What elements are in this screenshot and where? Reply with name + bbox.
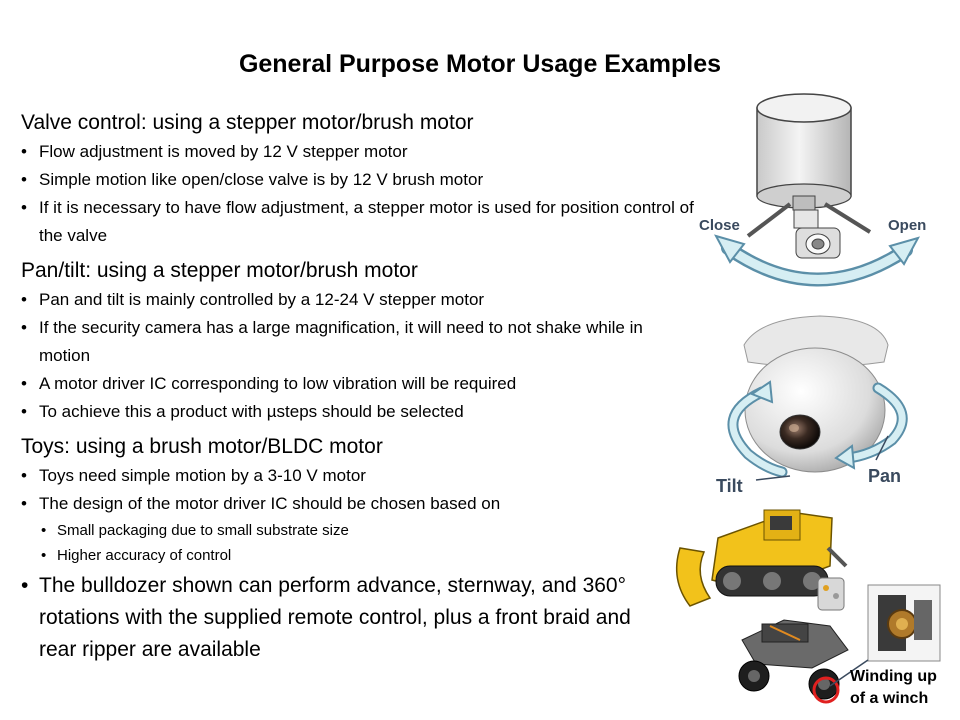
section-heading-pantilt: Pan/tilt: using a stepper motor/brush motor [21,259,418,282]
bullet-item: • Toys need simple motion by a 3-10 V motor [21,462,701,490]
offroad-car-illustration [739,620,848,702]
winch-label-line1: Winding up [850,668,937,685]
valve-illustration [716,94,918,280]
bullet-item: • Simple motion like open/close valve is by 12 V brush motor [21,166,701,194]
sub-bullet-item: • Higher accuracy of control [21,543,701,568]
bullet-item-bulldozer: • The bulldozer shown can perform advance, sternway, and 360° rotations with the supplied remote control, plus a front braid and rear ripper are available [21,570,669,666]
bullet-item: • To achieve this a product with µsteps should be selected [21,398,701,426]
camera-illustration [733,316,902,480]
camera-tilt-label: Tilt [716,476,743,496]
bullet-item: • Flow adjustment is moved by 12 V stepper motor [21,138,701,166]
remote-control-illustration [818,578,844,610]
bullet-item: • A motor driver IC corresponding to low vibration will be required [21,370,701,398]
section-heading-toys: Toys: using a brush motor/BLDC motor [21,435,383,458]
page-title: General Purpose Motor Usage Examples [238,50,722,78]
bullet-item: • Pan and tilt is mainly controlled by a 12-24 V stepper motor [21,286,701,314]
section-heading-valve: Valve control: using a stepper motor/brush motor [21,111,474,134]
winch-label-line2: of a winch [850,690,929,707]
valve-open-label: Open [888,217,927,234]
valve-close-label: Close [699,217,740,234]
bullet-item: • The design of the motor driver IC should be chosen based on [21,490,701,518]
sub-bullet-item: • Small packaging due to small substrate size [21,518,701,543]
camera-pan-label: Pan [868,466,902,486]
bullet-item: • If the security camera has a large magnification, it will need to not shake while in motion [21,314,679,370]
bullet-item: • If it is necessary to have flow adjustment, a stepper motor is used for position control of the valve [21,194,701,250]
